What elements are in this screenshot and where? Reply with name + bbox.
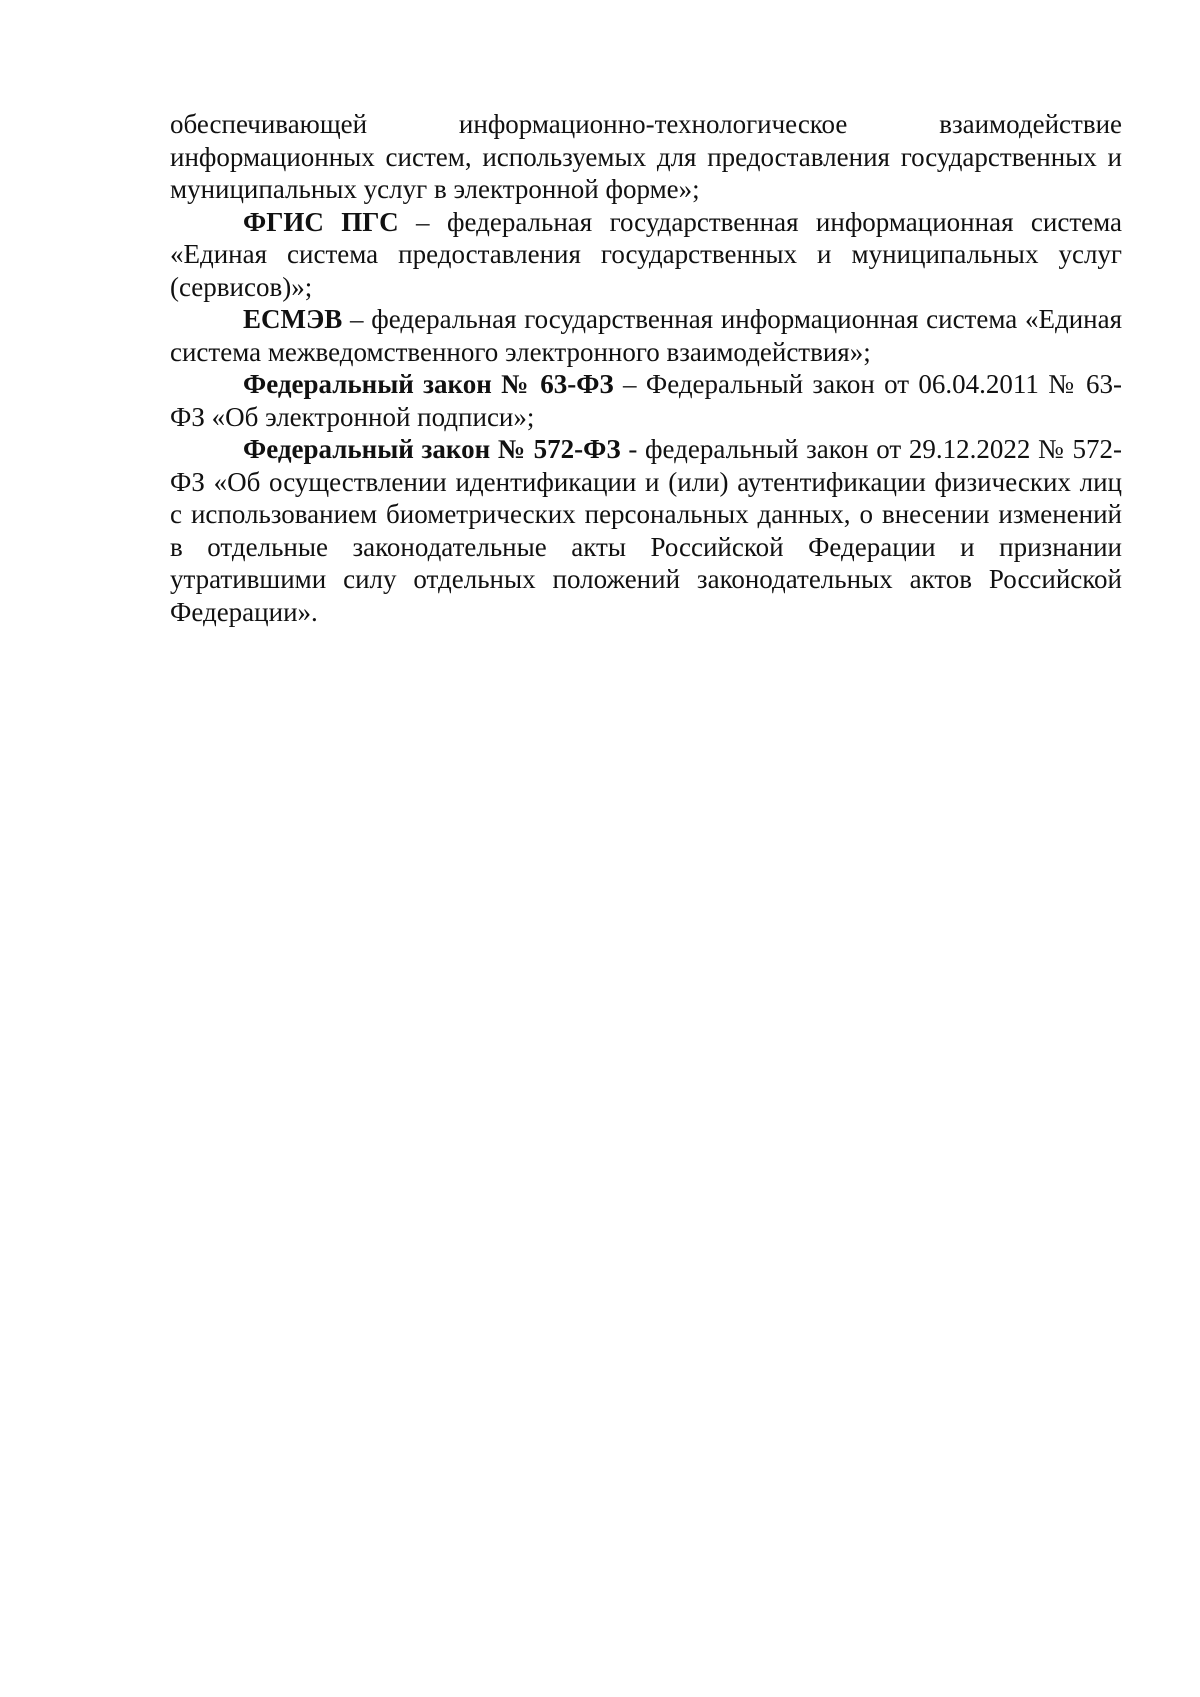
definition-term: ФГИС ПГС [243,206,399,237]
definition-esmev [170,303,1122,368]
paragraph-text: обеспечивающей информационно-технологическое взаимодействие информационных систем, используемых для предоставления государственных и муниципальных услуг в электронной форме»; [170,109,1122,204]
definition-separator: – [342,304,372,334]
definition-separator: – [398,206,447,237]
definition-term: ЕСМЭВ [243,304,343,334]
definition-separator: – [613,369,646,399]
definition-separator: - [620,434,646,464]
definition-text: федеральная государственная информационная система «Единая система предоставления государственных и муниципальных услуг (сервисов)»; [170,206,1122,302]
definition-text: федеральная государственная информационная система «Единая система межведомственного электронного взаимодействия»; [170,304,1122,367]
definition-term: Федеральный закон № 572-ФЗ [243,434,621,464]
definition-law-572 [170,433,1122,628]
definition-fgis-pgs [170,206,1122,304]
definition-text: федеральный закон от 29.12.2022 № 572-ФЗ «Об осуществлении идентификации и (или) аутентификации физических лиц с использованием биометрических персональных данных, о внесении изменений в отдельные законодательные акты Российской Федерации и признании утратившими силу отдельных положений законодательных актов Российской Федерации». [170,434,1122,627]
definition-text: Федеральный закон от 06.04.2011 № 63-ФЗ «Об электронной подписи»; [170,369,1122,432]
document-body [170,108,1122,628]
paragraph-continuation [170,108,1122,206]
definition-law-63 [170,368,1122,433]
definition-term: Федеральный закон № 63-ФЗ [243,369,614,399]
